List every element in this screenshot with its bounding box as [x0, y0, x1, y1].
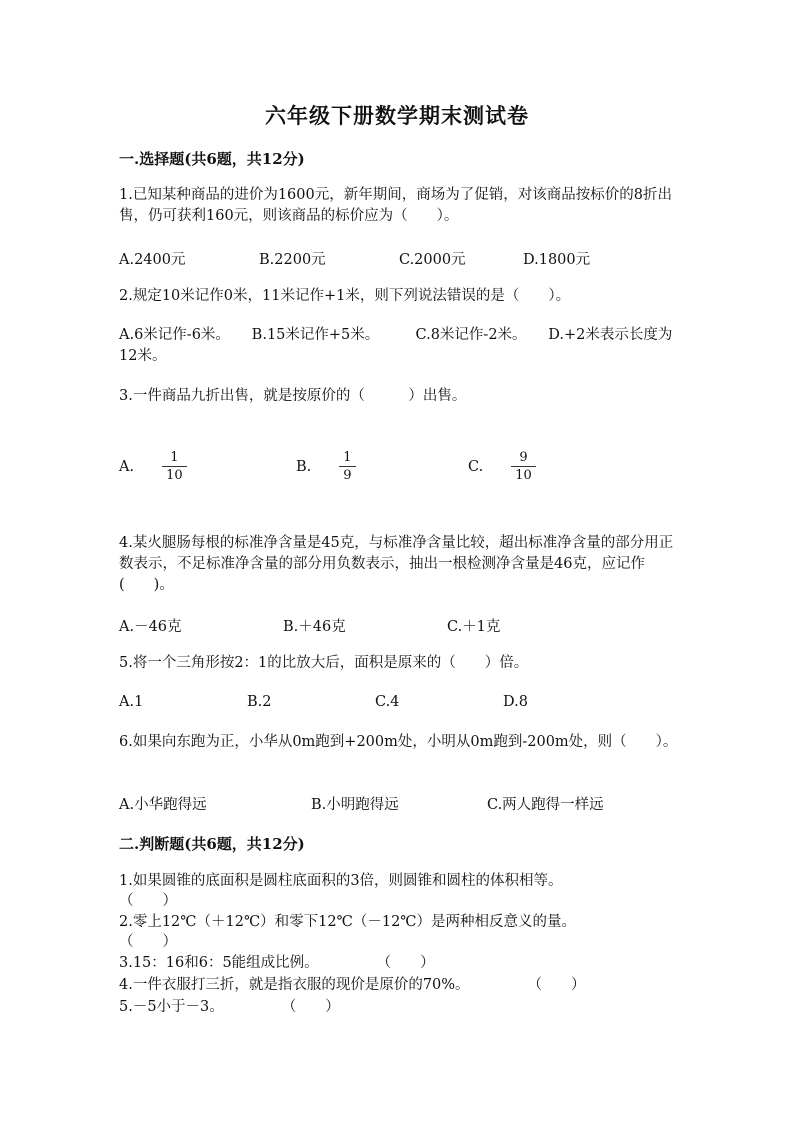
judge-item-1: 1.如果圆锥的底面积是圆柱底面积的3倍，则圆锥和圆柱的体积相等。 （ ） — [119, 873, 563, 909]
q3-option-a[interactable] — [119, 450, 187, 483]
q2-options[interactable]: A.6米记作-6米。 B.15米记作+5米。 C.8米记作-2米。 D.+2米表示长度为12米。 — [119, 327, 673, 364]
question-4-text: 4.某火腿肠每根的标准净含量是45克，与标准净含量比较，超出标准净含量的部分用正数表示，不足标准净含量的部分用负数表示，抽出一根检测净含量是46克，应记作( )。 — [119, 535, 674, 593]
fraction-bar — [162, 466, 187, 467]
q1-option-b[interactable]: B.2200元 — [259, 252, 326, 268]
q6-option-a[interactable]: A.小华跑得远 — [119, 797, 207, 813]
question-1-text: 1.已知某种商品的进价为1600元，新年期间，商场为了促销，对该商品按标价的8折出售，仍可获利160元，则该商品的标价应为（ ）。 — [119, 187, 672, 224]
fraction-denominator: 10 — [515, 468, 532, 483]
q1-option-d[interactable]: D.1800元 — [523, 252, 591, 268]
question-2-text: 2.规定10米记作0米，11米记作+1米，则下列说法错误的是（ ）。 — [119, 288, 571, 304]
section-heading-judge: 二.判断题(共6题，共12分) — [119, 835, 305, 853]
judge-item-4: 4.一件衣服打三折，就是指衣服的现价是原价的70%。 （ ） — [119, 977, 586, 993]
q3-option-c[interactable] — [468, 450, 536, 483]
fraction — [339, 450, 355, 483]
fraction — [511, 450, 536, 483]
fraction-numerator: 1 — [170, 450, 179, 465]
judge-item-5: 5.－5小于－3。 （ ） — [119, 999, 340, 1015]
q5-option-c[interactable]: C.4 — [375, 694, 400, 710]
fraction-numerator: 1 — [343, 450, 352, 465]
q5-option-b[interactable]: B.2 — [247, 694, 272, 710]
q4-option-b[interactable]: B.＋46克 — [283, 619, 346, 635]
fraction-denominator: 10 — [166, 468, 183, 483]
q4-option-c[interactable]: C.＋1克 — [447, 619, 501, 635]
q3-option-b[interactable] — [296, 450, 356, 483]
question-5-text: 5.将一个三角形按2：1的比放大后，面积是原来的（ ）倍。 — [119, 655, 529, 671]
fraction-bar — [339, 466, 355, 467]
section-heading-choice: 一.选择题(共6题，共12分) — [119, 150, 305, 168]
q6-option-b[interactable]: B.小明跑得远 — [311, 797, 399, 813]
question-6-text: 6.如果向东跑为正，小华从0m跑到+200m处，小明从0m跑到-200m处，则（ ）。 — [119, 734, 678, 750]
q6-option-c[interactable]: C.两人跑得一样远 — [487, 797, 604, 813]
fraction-bar — [511, 466, 536, 467]
q5-option-d[interactable]: D.8 — [503, 694, 528, 710]
q4-option-a[interactable]: A.－46克 — [119, 619, 182, 635]
q1-option-a[interactable]: A.2400元 — [119, 252, 186, 268]
judge-item-3: 3.15：16和6：5能组成比例。 （ ） — [119, 955, 435, 971]
fraction — [162, 450, 187, 483]
q3-option-a-letter: A. — [119, 458, 135, 475]
judge-item-2: 2.零上12℃（＋12℃）和零下12℃（－12℃）是两种相反意义的量。 （ ） — [119, 914, 577, 950]
fraction-denominator: 9 — [343, 468, 352, 483]
q3-option-b-letter: B. — [296, 458, 312, 475]
question-3-text: 3.一件商品九折出售，就是按原价的（ ）出售。 — [119, 388, 467, 404]
q1-option-c[interactable]: C.2000元 — [399, 252, 466, 268]
page-title: 六年级下册数学期末测试卷 — [265, 103, 529, 128]
fraction-numerator: 9 — [519, 450, 528, 465]
q5-option-a[interactable]: A.1 — [119, 694, 144, 710]
q3-option-c-letter: C. — [468, 458, 484, 475]
